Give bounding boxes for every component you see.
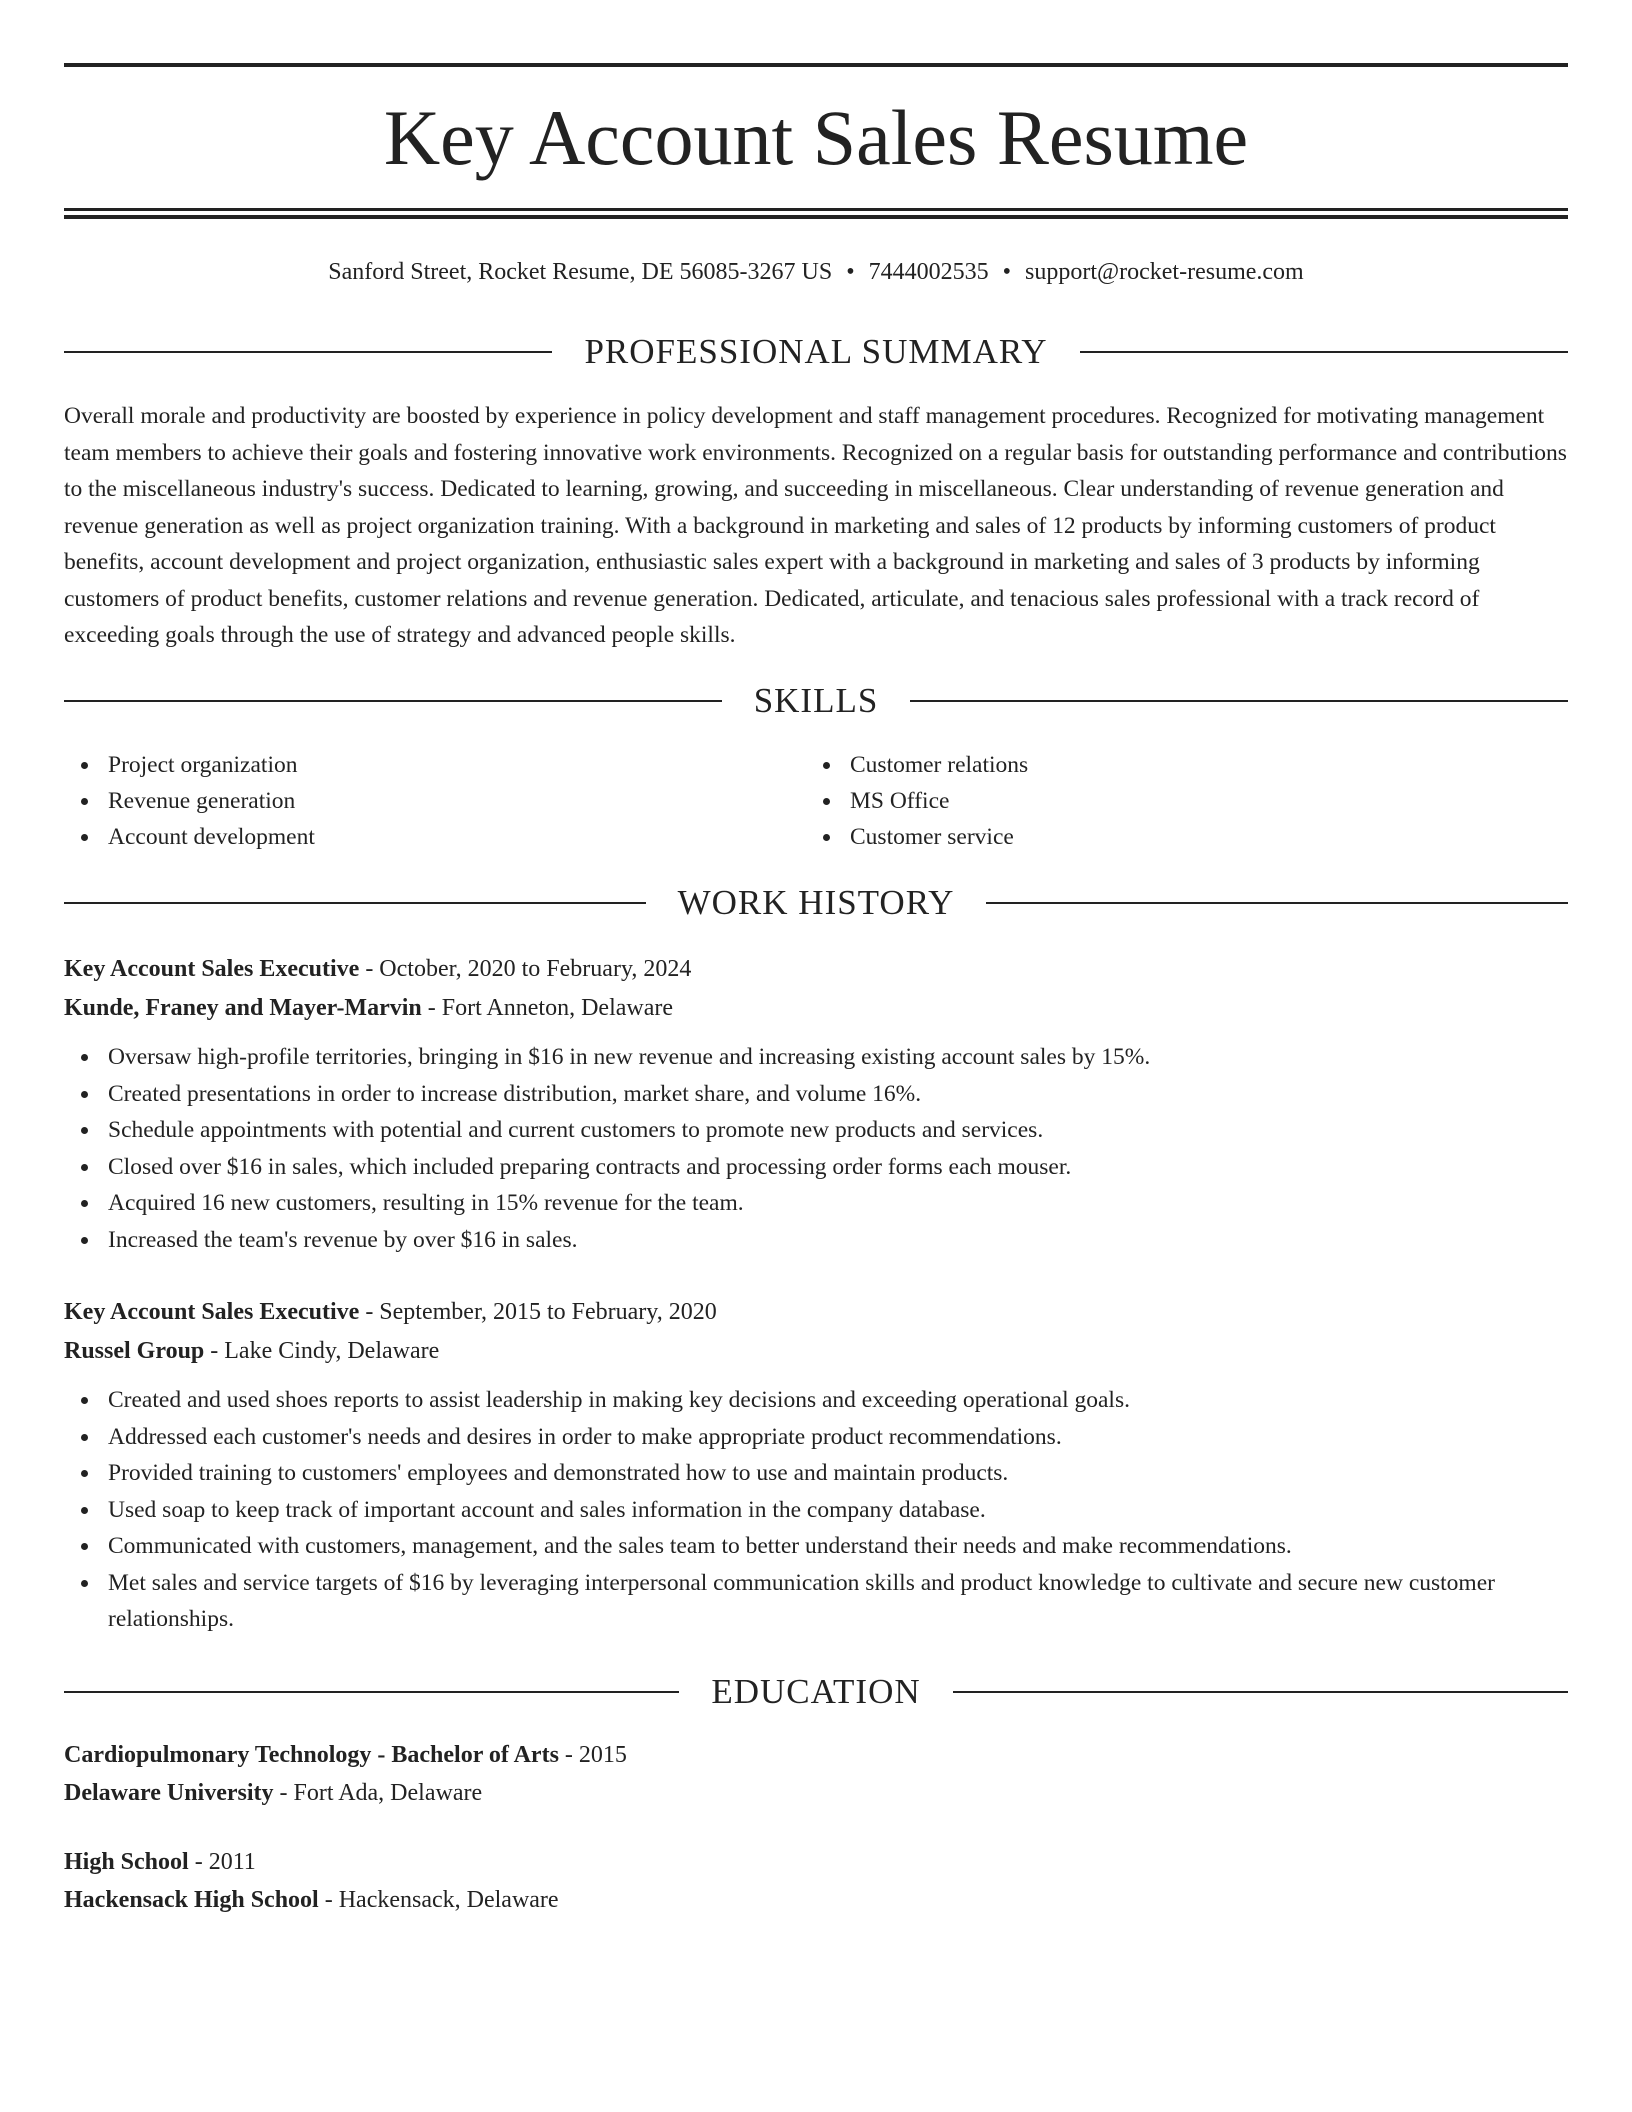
summary-heading-label: PROFESSIONAL SUMMARY (584, 332, 1048, 371)
education-degree: High School (64, 1849, 189, 1875)
job-bullet: Communicated with customers, management, and the sales team to better understand their needs and make recommendations. (64, 1528, 1568, 1565)
contact-separator: • (846, 259, 855, 285)
header-rule-top (64, 63, 1568, 67)
contact-address: Sanford Street, Rocket Resume, DE 56085-3267 US (328, 259, 833, 285)
contact-separator: • (1002, 259, 1012, 285)
heading-rule (64, 700, 722, 702)
education-degree-row (64, 1843, 1568, 1881)
skill-item: Customer service (806, 819, 1506, 855)
education-year: - 2015 (558, 1742, 627, 1768)
skills-list-right (806, 747, 1506, 855)
heading-rule (64, 1691, 679, 1693)
education-heading (64, 1670, 1568, 1714)
education-location: - Hackensack, Delaware (318, 1887, 559, 1913)
contact-email: support@rocket-resume.com (1025, 259, 1304, 285)
work-heading (64, 881, 1568, 925)
heading-rule (953, 1691, 1568, 1693)
job-bullet: Schedule appointments with potential and current customers to promote new products and services. (64, 1112, 1568, 1149)
summary-text: Overall morale and productivity are boosted by experience in policy development and staff management procedures. Recognized for motivating management team members to achieve their goals and fostering innovative work environments. Recognized on a regular basis for outstanding performance and contributions to the miscellaneous industry's success. Dedicated to learning, growing, and succeeding in miscellaneous. Clear understanding of revenue generation and revenue generation as well as project organization training. With a background in marketing and sales of 12 products by informing customers of product benefits, account development and project organization, enthusiastic sales expert with a background in marketing and sales of 3 products by informing customers of product benefits, customer relations and revenue generation. Dedicated, articulate, and tenacious sales professional with a track record of exceeding goals through the use of strategy and advanced people skills. (64, 403, 1567, 648)
job-company-row (64, 1332, 1568, 1371)
job-location: - Fort Anneton, Delaware (421, 995, 674, 1021)
job-title: Key Account Sales Executive (64, 956, 360, 982)
job-bullet: Met sales and service targets of $16 by leveraging interpersonal communication skills and product knowledge to cultivate and secure new customer relationships. (64, 1565, 1568, 1638)
skill-item: MS Office (806, 783, 1506, 819)
education-entry (64, 1736, 1568, 1812)
job-location: - Lake Cindy, Delaware (204, 1338, 440, 1364)
education-school-row (64, 1774, 1568, 1812)
education-entry (64, 1843, 1568, 1919)
job-company: Russel Group (64, 1338, 205, 1364)
job-bullet: Provided training to customers' employees and demonstrated how to use and maintain products. (64, 1455, 1568, 1492)
job-bullets (64, 1039, 1568, 1258)
education-school: Delaware University (64, 1780, 274, 1806)
contact-info (64, 254, 1568, 290)
job-title: Key Account Sales Executive (64, 1299, 360, 1325)
education-year: - 2011 (188, 1849, 256, 1875)
heading-rule (64, 902, 646, 904)
skill-item: Customer relations (806, 747, 1506, 783)
job-dates: - September, 2015 to February, 2020 (359, 1299, 717, 1325)
job-bullet: Used soap to keep track of important account and sales information in the company database. (64, 1492, 1568, 1529)
heading-rule (64, 351, 552, 353)
skills-heading-label: SKILLS (753, 681, 879, 720)
job-dates: - October, 2020 to February, 2024 (359, 956, 692, 982)
education-location: - Fort Ada, Delaware (273, 1780, 483, 1806)
job-entry (64, 1293, 1568, 1638)
education-degree: Cardiopulmonary Technology - Bachelor of Arts (64, 1742, 559, 1768)
job-bullet: Oversaw high-profile territories, bringing in $16 in new revenue and increasing existing account sales by 15%. (64, 1039, 1568, 1076)
job-company-row (64, 989, 1568, 1028)
page-title: Key Account Sales Resume (383, 94, 1249, 181)
work-heading-label: WORK HISTORY (677, 883, 955, 922)
job-bullet: Created presentations in order to increase distribution, market share, and volume 16%. (64, 1076, 1568, 1113)
education-school: Hackensack High School (64, 1887, 319, 1913)
heading-rule (1080, 351, 1568, 353)
education-degree-row (64, 1736, 1568, 1774)
job-bullet: Increased the team's revenue by over $16 in sales. (64, 1222, 1568, 1259)
job-title-row (64, 950, 1568, 989)
header-rule-bottom (64, 208, 1568, 211)
job-bullets (64, 1382, 1568, 1638)
skills-list-left (64, 747, 764, 855)
skills-heading (64, 679, 1568, 723)
job-title-row (64, 1293, 1568, 1332)
job-bullet: Addressed each customer's needs and desires in order to make appropriate product recommendations. (64, 1419, 1568, 1456)
education-school-row (64, 1881, 1568, 1919)
skill-item: Account development (64, 819, 764, 855)
heading-rule (986, 902, 1568, 904)
education-heading-label: EDUCATION (711, 1672, 921, 1711)
skill-item: Project organization (64, 747, 764, 783)
header-rule-bottom-thick (64, 215, 1568, 219)
job-bullet: Acquired 16 new customers, resulting in 15% revenue for the team. (64, 1185, 1568, 1222)
job-bullet: Created and used shoes reports to assist leadership in making key decisions and exceeding operational goals. (64, 1382, 1568, 1419)
job-entry (64, 950, 1568, 1258)
job-company: Kunde, Franey and Mayer-Marvin (64, 995, 422, 1021)
heading-rule (910, 700, 1568, 702)
contact-phone: 7444002535 (868, 259, 989, 285)
skill-item: Revenue generation (64, 783, 764, 819)
job-bullet: Closed over $16 in sales, which included preparing contracts and processing order forms each mouser. (64, 1149, 1568, 1186)
summary-heading (64, 330, 1568, 374)
